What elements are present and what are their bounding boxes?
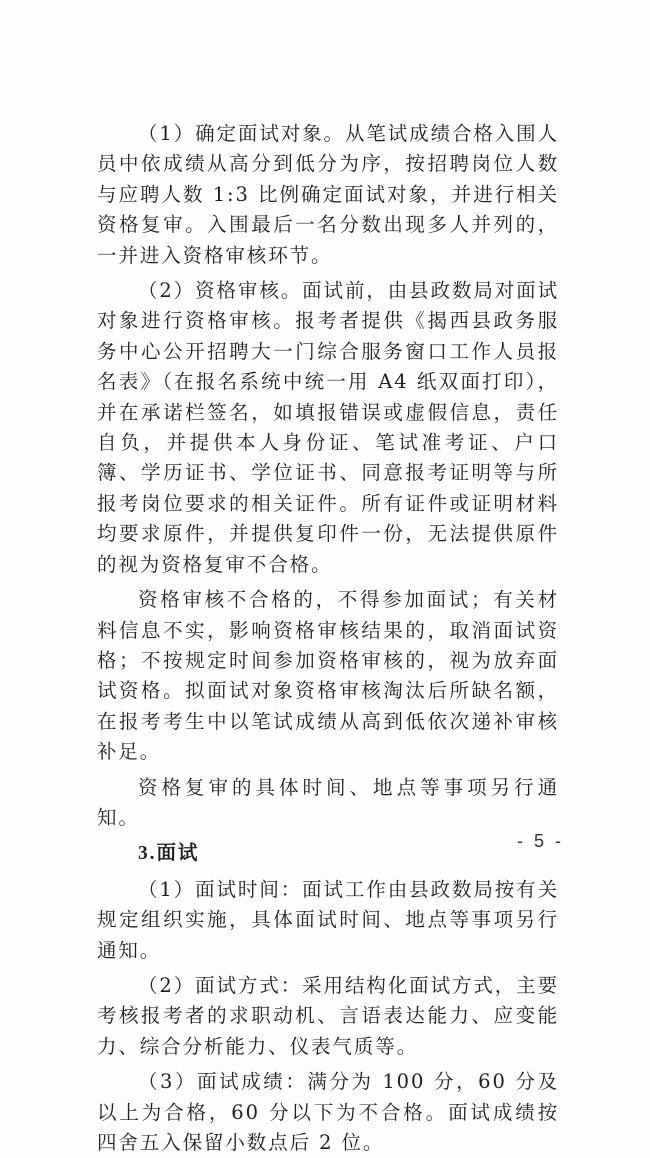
page-number: - 5 - xyxy=(517,831,565,851)
paragraph-qualification-review: （2）资格审核。面试前，由县政数局对面试对象进行资格审核。报考者提供《揭西县政务服务中心公开招聘大一门综合服务窗口工作人员报名表》（在报名系统中统一用 A4 纸双面打印），并在承诺栏签名，如填报错误或虚假信息，责任自负，并提供本人身份证、笔试准考证、户口簿、学历证书、学位证书、同意报考证明等与所报考岗位要求的相关证件。所有证件或证明材料均要求原件，并提供复印件一份，无法提供原件的视为资格复审不合格。 xyxy=(97,279,559,576)
paragraph-interview-candidates: （1）确定面试对象。从笔试成绩合格入围人员中依成绩从高分到低分为序，按招聘岗位人数与应聘人数 1:3 比例确定面试对象，并进行相关资格复审。入围最后一名分数出现多人并列的，一并进入资格审核环节。 xyxy=(97,122,559,267)
paragraph-review-notice: 资格复审的具体时间、地点等事项另行通知。 xyxy=(97,775,559,829)
paragraph-interview-time: （1）面试时间：面试工作由县政数局按有关规定组织实施，具体面试时间、地点等事项另行通知。 xyxy=(97,877,559,962)
paragraph-interview-score: （3）面试成绩：满分为 100 分，60 分及以上为合格，60 分以下为不合格。面试成绩按四舍五入保留小数点后 2 位。 xyxy=(97,1070,559,1154)
section-number: 3. xyxy=(138,843,157,865)
document-body xyxy=(97,119,559,1158)
paragraph-interview-method: （2）面试方式：采用结构化面试方式，主要考核报考者的求职动机、言语表达能力、应变能力、综合分析能力、仪表气质等。 xyxy=(97,973,559,1058)
section-heading-interview xyxy=(97,838,559,869)
section-title: 面试 xyxy=(156,841,200,865)
paragraph-disqualification-rules: 资格审核不合格的，不得参加面试；有关材料信息不实，影响资格审核结果的，取消面试资格；不按规定时间参加资格审核的，视为放弃面试资格。拟面试对象资格审核淘汰后所缺名额，在报考考生中以笔试成绩从高到低依次递补审核补足。 xyxy=(97,588,559,764)
